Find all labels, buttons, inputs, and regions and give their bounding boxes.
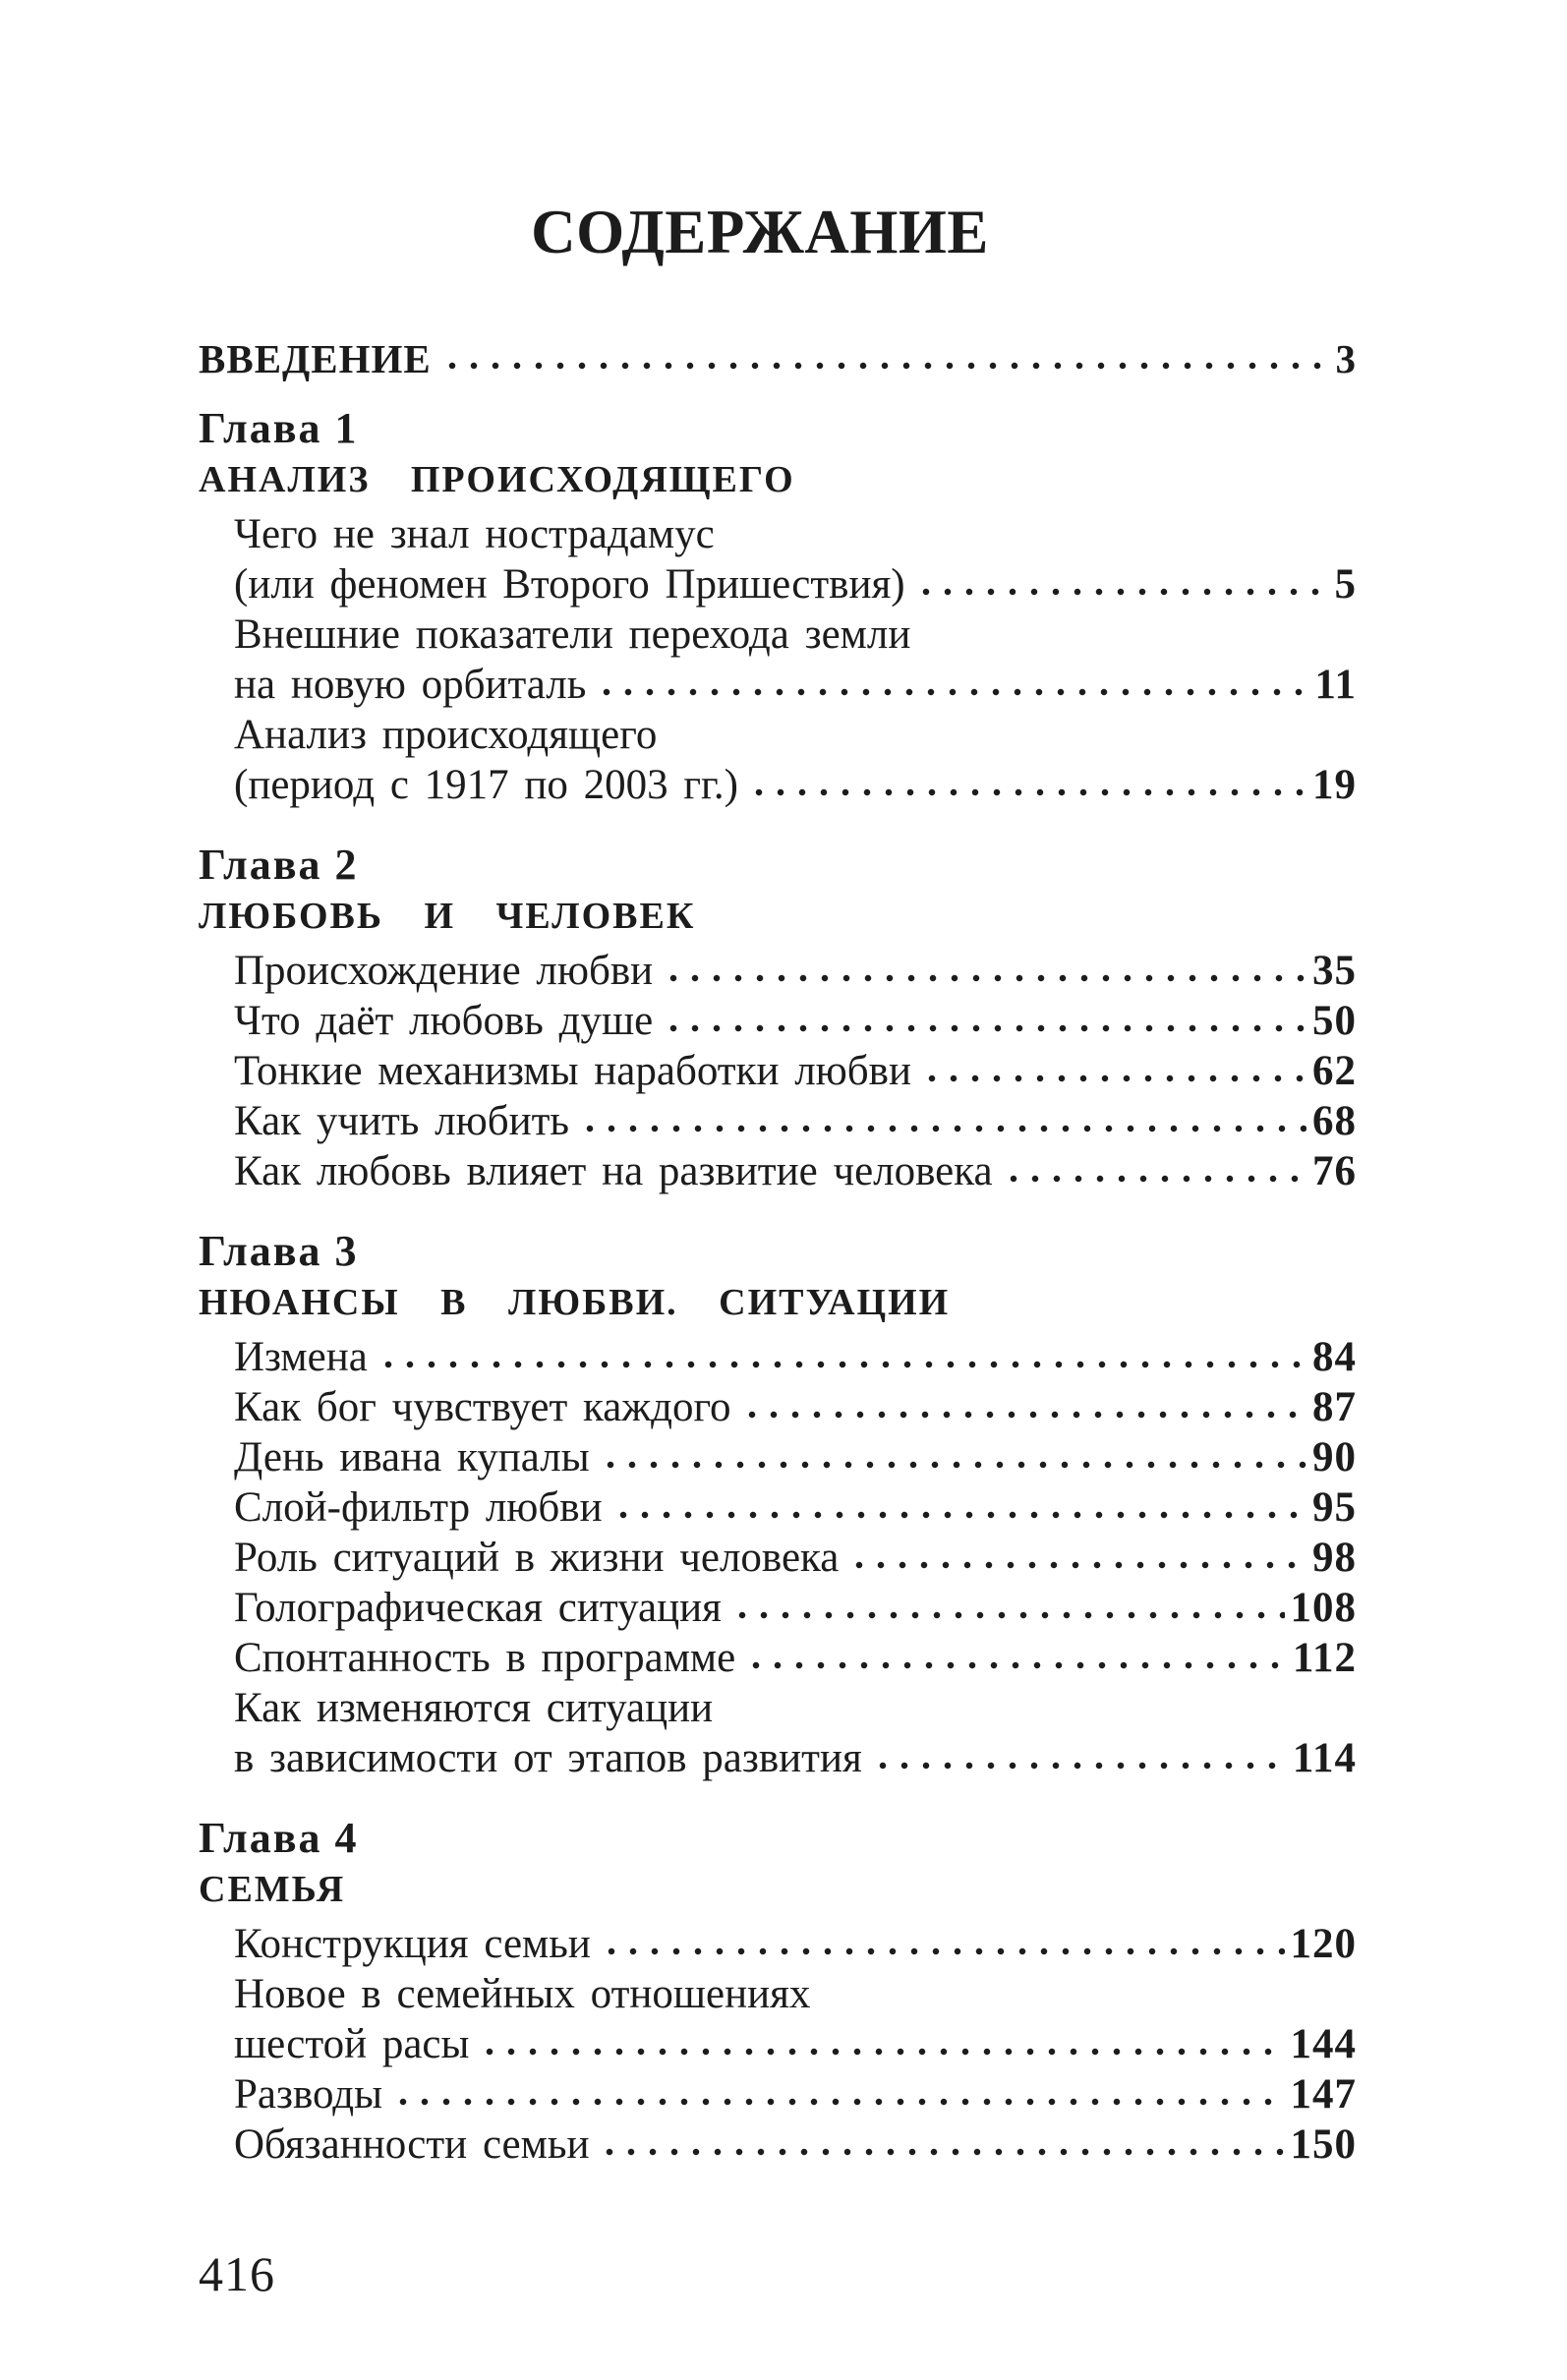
toc-entry-label: Слой-фильтр любви xyxy=(234,1484,603,1531)
toc-entry-page-number: 114 xyxy=(1292,1735,1357,1781)
toc-entry-row xyxy=(234,1919,1357,1969)
dot-leader xyxy=(1003,1146,1306,1196)
toc-entry-row xyxy=(234,2019,1357,2069)
chapter-heading: Глава 4 xyxy=(199,1814,359,1862)
toc-entry-label: Роль ситуаций в жизни человека xyxy=(234,1535,840,1581)
toc-entry-page-number: 68 xyxy=(1312,1098,1357,1144)
toc-entry-row xyxy=(234,2119,1357,2170)
toc-entry-label: Как учить любить xyxy=(234,1098,570,1144)
toc-entry-row xyxy=(234,1332,1357,1382)
toc-entry-row xyxy=(234,1146,1357,1196)
toc-entry-row xyxy=(234,509,1357,559)
chapter-title: АНАЛИЗ ПРОИСХОДЯЩЕГО xyxy=(199,459,795,500)
dot-leader xyxy=(731,1583,1285,1633)
toc-entry-label: Анализ происходящего xyxy=(234,712,658,758)
toc-entry-label: Измена xyxy=(234,1334,368,1380)
dot-leader xyxy=(848,1533,1306,1583)
toc-entry-label: Новое в семейных отношениях xyxy=(234,1971,811,2017)
toc-entry-label: Голографическая ситуация xyxy=(234,1585,722,1631)
chapter-section xyxy=(199,840,1357,1196)
toc-entry-row xyxy=(234,946,1357,996)
chapter-section xyxy=(199,1813,1357,2170)
toc-entry-row xyxy=(234,1382,1357,1432)
toc-entry-label: (период с 1917 по 2003 гг.) xyxy=(234,762,738,808)
dot-leader xyxy=(745,1633,1287,1683)
toc-entry-label: Тонкие механизмы наработки любви xyxy=(234,1048,911,1094)
dot-leader xyxy=(663,996,1306,1046)
toc-entry-page-number: 3 xyxy=(1335,336,1357,381)
chapter-title: ЛЮБОВЬ И ЧЕЛОВЕК xyxy=(199,896,696,937)
toc-entry-page-number: 144 xyxy=(1290,2021,1357,2067)
toc-entry-page-number: 90 xyxy=(1312,1434,1357,1480)
dot-leader xyxy=(392,2069,1284,2119)
chapter-entries xyxy=(199,1919,1357,2170)
toc-entry-row xyxy=(234,1096,1357,1146)
chapter-title: НЮАНСЫ В ЛЮБВИ. СИТУАЦИИ xyxy=(199,1282,951,1323)
chapter-entries xyxy=(199,946,1357,1196)
toc-entry-page-number: 112 xyxy=(1292,1635,1357,1681)
toc-entry-row xyxy=(234,559,1357,610)
dot-leader xyxy=(748,760,1306,810)
toc-entry-page-number: 62 xyxy=(1312,1048,1357,1094)
toc-entry-label: Внешние показатели перехода земли xyxy=(234,611,911,658)
toc-entry-row xyxy=(234,610,1357,660)
chapter-title: СЕМЬЯ xyxy=(199,1869,346,1910)
chapter-list xyxy=(199,403,1357,2170)
dot-leader xyxy=(596,660,1308,710)
chapter-section xyxy=(199,403,1357,810)
toc-entry-label: Разводы xyxy=(234,2071,383,2118)
toc-entry-label: Как изменяются ситуации xyxy=(234,1685,714,1731)
chapter-heading: Глава 1 xyxy=(199,404,359,452)
dot-leader xyxy=(612,1482,1306,1533)
toc-entry-label: ВВЕДЕНИЕ xyxy=(199,336,432,381)
dot-leader xyxy=(741,1382,1306,1432)
dot-leader xyxy=(479,2019,1284,2069)
chapter-heading: Глава 3 xyxy=(199,1227,359,1275)
toc-entry-label: шестой расы xyxy=(234,2021,470,2067)
toc-entry-row xyxy=(234,1733,1357,1783)
toc-entry-page-number: 120 xyxy=(1290,1921,1357,1967)
toc-entry-row xyxy=(234,1432,1357,1482)
toc-entry-label: Обязанности семьи xyxy=(234,2121,590,2168)
toc-entry-row xyxy=(234,1533,1357,1583)
toc-entry-page-number: 98 xyxy=(1312,1535,1357,1581)
toc-entry-row xyxy=(234,1482,1357,1533)
toc-entry-page-number: 84 xyxy=(1312,1334,1357,1380)
toc-entry-label: Спонтанность в программе xyxy=(234,1635,736,1681)
toc-entry-page-number: 19 xyxy=(1312,762,1357,808)
dot-leader xyxy=(872,1733,1287,1783)
toc-entry-label: Чего не знал нострадамус xyxy=(234,511,715,557)
toc-entry-page-number: 50 xyxy=(1312,998,1357,1044)
toc-entry-row xyxy=(234,1969,1357,2019)
dot-leader xyxy=(915,559,1329,610)
toc-entry-page-number: 147 xyxy=(1290,2071,1357,2118)
dot-leader xyxy=(663,946,1306,996)
toc-entry-label: Происхождение любви xyxy=(234,948,654,994)
toc-entry-label: на новую орбиталь xyxy=(234,662,587,708)
dot-leader xyxy=(377,1332,1306,1382)
toc-entry-label: в зависимости от этапов развития xyxy=(234,1735,862,1781)
toc-entry-label: (или феномен Второго Пришествия) xyxy=(234,561,905,608)
toc-entry-label: Конструкция семьи xyxy=(234,1921,591,1967)
toc-entry-label: Что даёт любовь душе xyxy=(234,998,654,1044)
toc-entry-row xyxy=(234,660,1357,710)
toc-entry-row xyxy=(234,1633,1357,1683)
toc-entry-page-number: 11 xyxy=(1314,662,1357,708)
toc-entry-page-number: 95 xyxy=(1312,1484,1357,1531)
toc-entry-row xyxy=(234,760,1357,810)
dot-leader xyxy=(600,1432,1306,1482)
chapter-heading: Глава 2 xyxy=(199,841,359,889)
dot-leader xyxy=(599,2119,1284,2170)
toc-entry-page-number: 35 xyxy=(1312,948,1357,994)
toc-entry-label: Как бог чувствует каждого xyxy=(234,1384,731,1430)
page-title: СОДЕРЖАНИЕ xyxy=(531,198,989,266)
toc-entry-row xyxy=(234,1046,1357,1096)
toc-entry-page-number: 76 xyxy=(1312,1148,1357,1194)
toc-entry-introduction xyxy=(199,334,1357,383)
toc-entry-page-number: 5 xyxy=(1334,561,1357,608)
dot-leader xyxy=(601,1919,1285,1969)
toc-entry-row xyxy=(234,1683,1357,1733)
toc-entry-label: День ивана купалы xyxy=(234,1434,590,1480)
toc-entry-row xyxy=(234,1583,1357,1633)
toc-entry-label: Как любовь влияет на развитие человека xyxy=(234,1148,993,1194)
toc-entry-row xyxy=(234,996,1357,1046)
toc-entry-row xyxy=(234,2069,1357,2119)
toc-entry-page-number: 150 xyxy=(1290,2121,1357,2168)
dot-leader xyxy=(441,334,1330,383)
dot-leader xyxy=(921,1046,1306,1096)
chapter-section xyxy=(199,1226,1357,1783)
chapter-entries xyxy=(199,509,1357,810)
toc-entry-page-number: 108 xyxy=(1290,1585,1357,1631)
chapter-entries xyxy=(199,1332,1357,1783)
toc-entry-page-number: 87 xyxy=(1312,1384,1357,1430)
dot-leader xyxy=(579,1096,1306,1146)
toc-entry-row xyxy=(234,710,1357,760)
folio-page-number: 416 xyxy=(199,2246,275,2301)
